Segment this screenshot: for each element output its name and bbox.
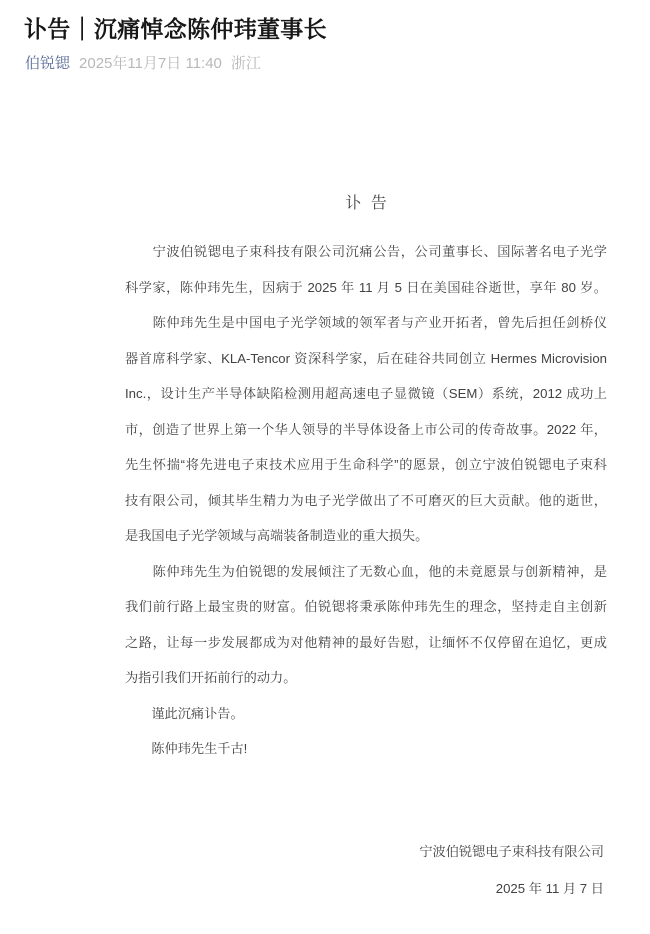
document-line: 之路，让每一步发展都成为对他精神的最好告慰，让缅怀不仅停留在追忆，更成 <box>125 634 607 650</box>
document-line: 科学家，陈仲玮先生，因病于 2025 年 11 月 5 日在美国硅谷逝世，享年 80 岁。 <box>125 279 607 295</box>
article-byline <box>25 54 630 74</box>
document-line: 陈仲玮先生是中国电子光学领域的领军者与产业开拓者，曾先后担任剑桥仪 <box>125 315 607 330</box>
account-name-link[interactable]: 伯锐锶 <box>25 55 71 72</box>
document-line: 宁波伯锐锶电子束科技有限公司沉痛公告，公司董事长、国际著名电子光学 <box>125 244 607 259</box>
document-heading: 讣 告 <box>345 195 387 212</box>
document-line: 陈仲玮先生千古! <box>125 741 248 756</box>
document-signature-block <box>125 833 607 907</box>
article-title: 讣告｜沉痛悼念陈仲玮董事长 <box>24 16 327 42</box>
signature-date: 2025 年 11 月 7 日 <box>495 880 604 896</box>
document-line: 是我国电子光学领域与高端装备制造业的重大损失。 <box>125 528 429 543</box>
document-line: 市，创造了世界上第一个华人领导的半导体设备上市公司的传奇故事。2022 年， <box>125 421 607 437</box>
publish-location: 浙江 <box>230 55 261 72</box>
document-body <box>125 234 607 767</box>
publish-time: 2025年11月7日 11:40 <box>79 55 222 72</box>
obituary-document-image[interactable] <box>125 192 607 907</box>
signature-company: 宁波伯锐锶电子束科技有限公司 <box>419 843 604 859</box>
document-line: 器首席科学家、KLA-Tencor 资深科学家，后在硅谷共同创立 Hermes Microvision <box>125 350 607 366</box>
document-line: Inc.，设计生产半导体缺陷检测用超高速电子显微镜（SEM）系统，2012 成功上 <box>125 386 607 401</box>
document-line: 先生怀揣“将先进电子束技术应用于生命科学”的愿景，创立宁波伯锐锶电子束科 <box>125 457 607 472</box>
document-line: 我们前行路上最宝贵的财富。伯锐锶将秉承陈仲玮先生的理念，坚持走自主创新 <box>125 599 607 614</box>
document-line: 技有限公司，倾其毕生精力为电子光学做出了不可磨灭的巨大贡献。他的逝世， <box>125 492 607 508</box>
document-line: 谨此沉痛讣告。 <box>125 705 244 721</box>
document-line: 为指引我们开拓前行的动力。 <box>125 670 297 685</box>
document-line: 陈仲玮先生为伯锐锶的发展倾注了无数心血，他的未竟愿景与创新精神，是 <box>125 563 607 579</box>
